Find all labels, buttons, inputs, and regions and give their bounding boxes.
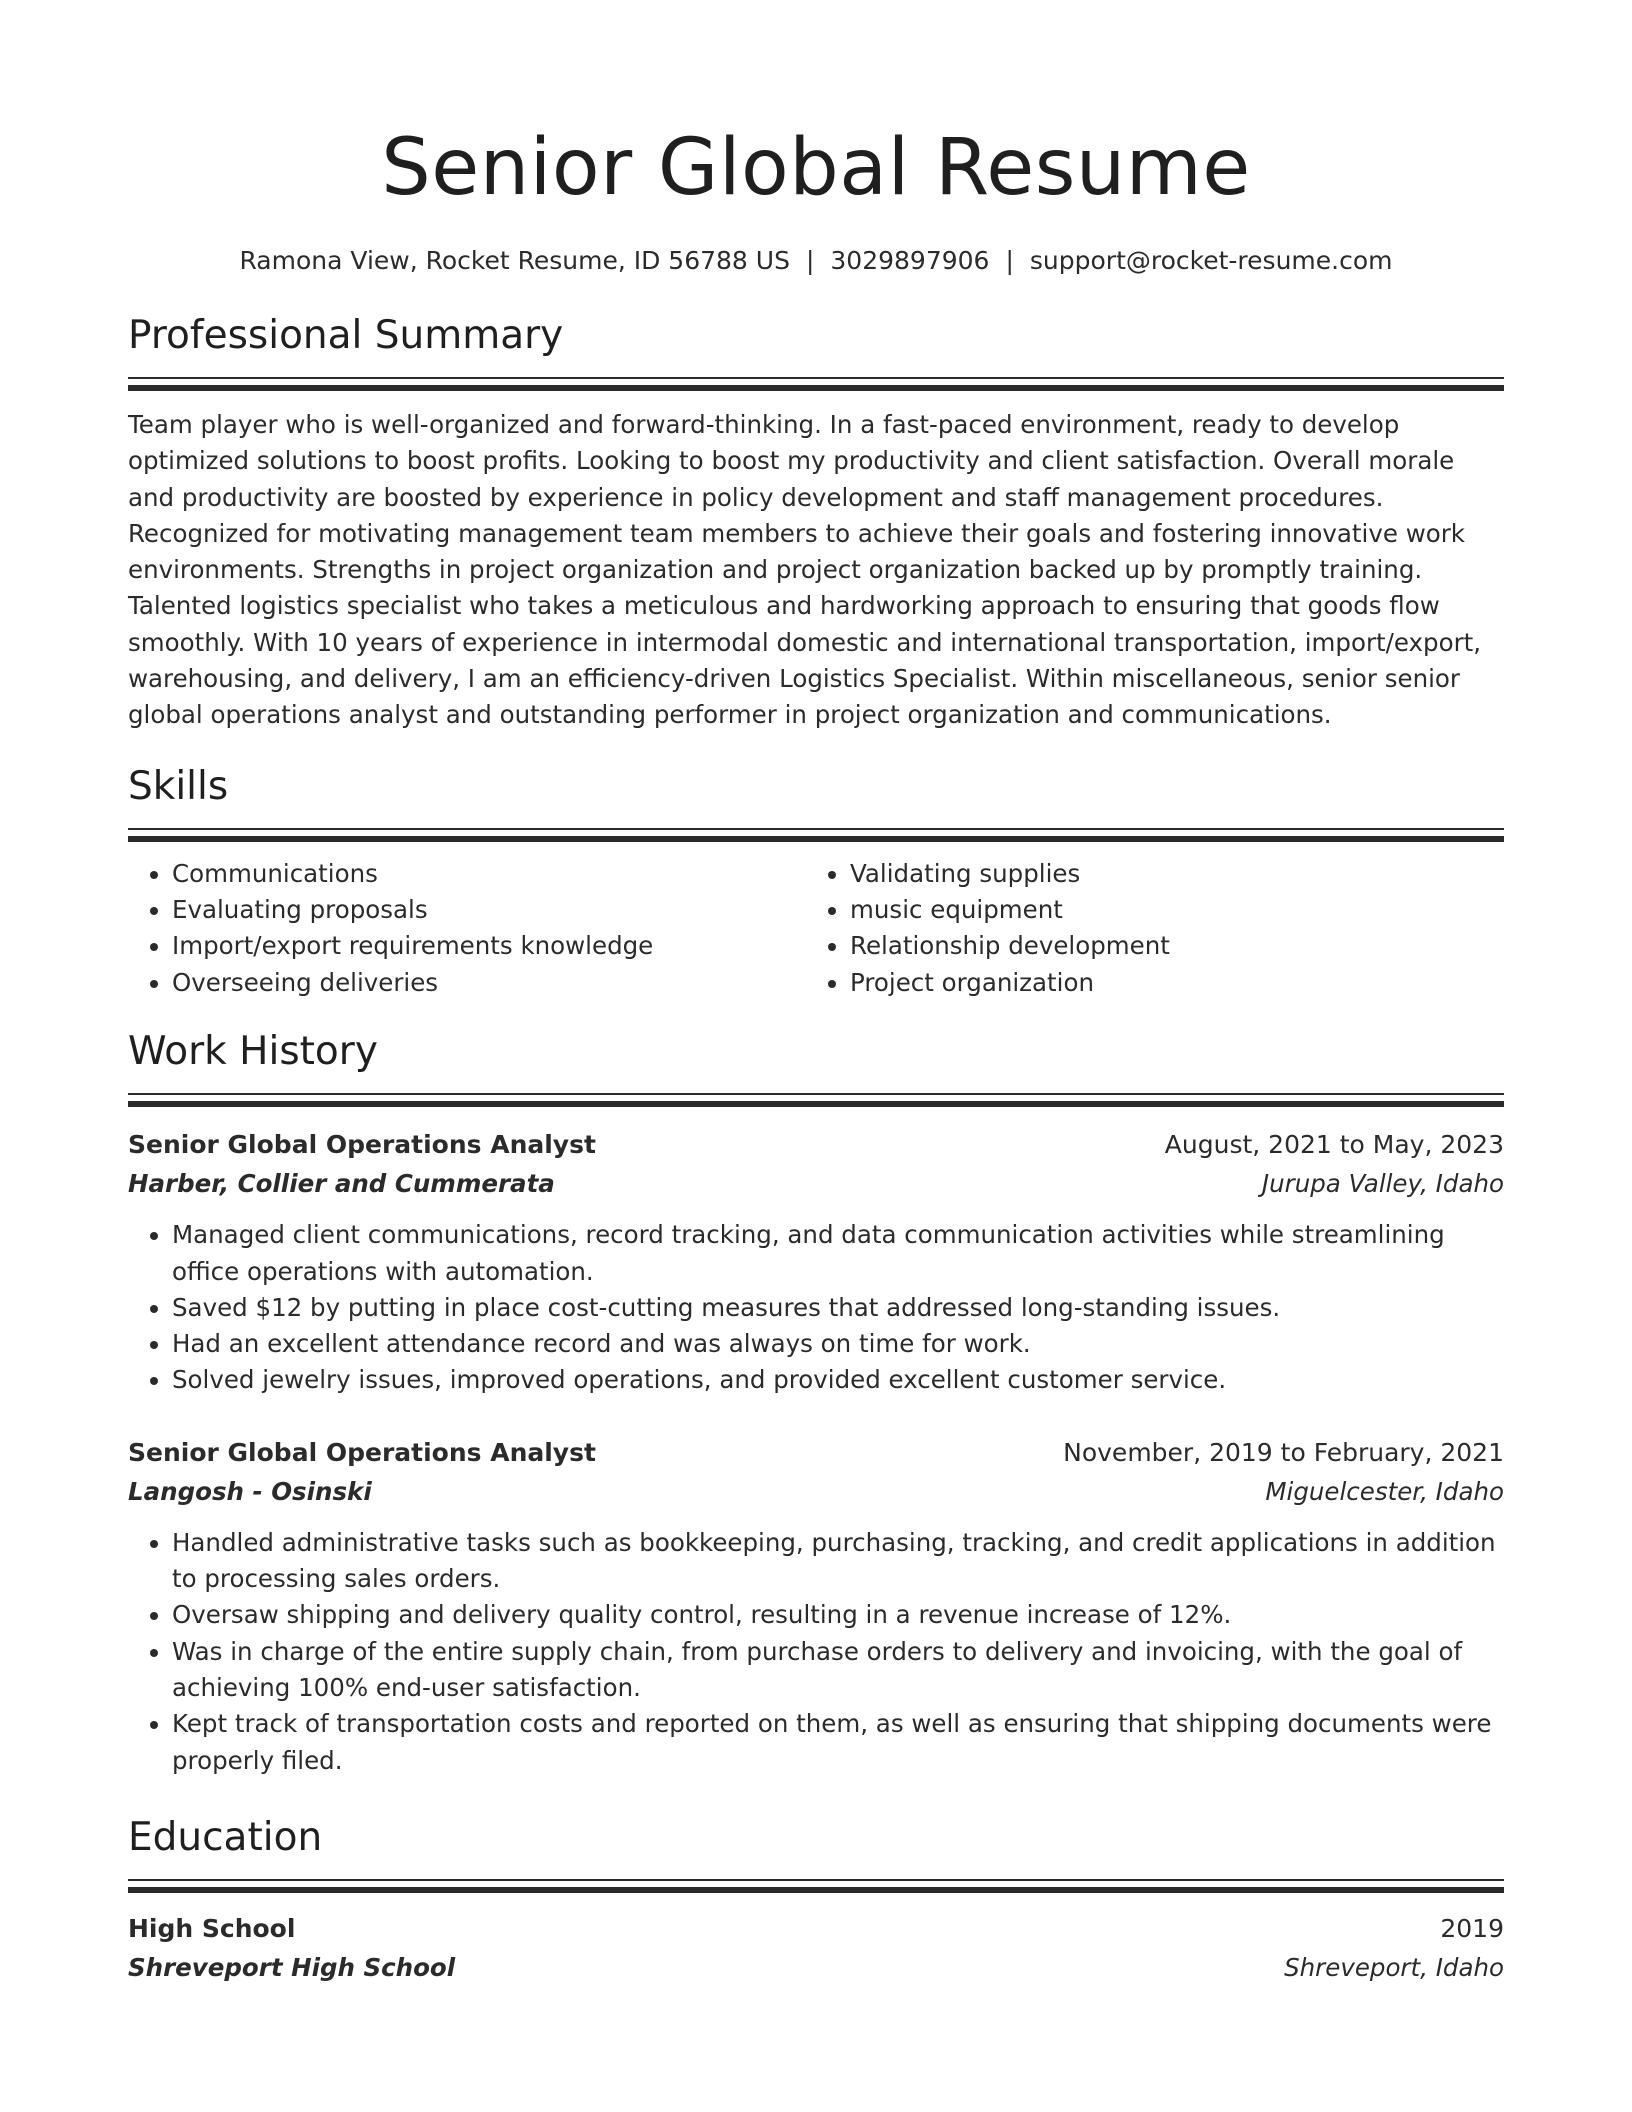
summary-section xyxy=(128,311,1504,734)
education-school: Shreveport High School xyxy=(128,1952,456,1982)
skills-column-right xyxy=(806,856,1504,1002)
contact-separator: | xyxy=(805,246,815,275)
job-dates: November, 2019 to February, 2021 xyxy=(1063,1437,1504,1467)
job-location: Miguelcester, Idaho xyxy=(1265,1476,1504,1506)
job-company: Langosh - Osinski xyxy=(128,1476,372,1506)
education-location: Shreveport, Idaho xyxy=(1284,1952,1504,1982)
work-history-section xyxy=(128,1027,1504,1779)
job-bullet: • Had an excellent attendance record and was always on time for work. xyxy=(172,1326,1504,1362)
job-bullet: • Kept track of transportation costs and reported on them, as well as ensuring that shipping documents were properly filed. xyxy=(172,1706,1504,1779)
job-bullet: • Managed client communications, record tracking, and data communication activities while streamlining office operations with automation. xyxy=(172,1217,1504,1290)
resume-name: Senior Global Resume xyxy=(381,123,1251,213)
education-degree: High School xyxy=(128,1913,296,1943)
skill-item: • Relationship development xyxy=(850,928,1504,964)
education-year: 2019 xyxy=(1440,1913,1504,1943)
job-company: Harber, Collier and Cummerata xyxy=(128,1169,555,1199)
summary-heading: Professional Summary xyxy=(128,313,564,358)
skill-item: • Validating supplies xyxy=(850,856,1504,892)
skills-list xyxy=(128,856,1504,1002)
work-history-heading: Work History xyxy=(128,1029,378,1075)
job-bullet: • Saved $12 by putting in place cost-cutting measures that addressed long-standing issues. xyxy=(172,1290,1504,1326)
contact-line xyxy=(128,244,1504,278)
skill-item: • Import/export requirements knowledge xyxy=(172,928,806,964)
job-location: Jurupa Valley, Idaho xyxy=(1261,1169,1504,1199)
skill-item: • music equipment xyxy=(850,892,1504,928)
contact-phone: 3029897906 xyxy=(830,246,990,275)
section-divider xyxy=(128,377,1504,391)
section-divider xyxy=(128,1093,1504,1107)
job-bullet: • Solved jewelry issues, improved operations, and provided excellent customer service. xyxy=(172,1362,1504,1398)
job-bullet: • Was in charge of the entire supply chain, from purchase orders to delivery and invoicing, with the goal of achieving 100% end-user satisfaction. xyxy=(172,1634,1504,1707)
skill-item: • Overseeing deliveries xyxy=(172,965,806,1001)
contact-email: support@rocket-resume.com xyxy=(1029,246,1393,275)
skill-item: • Project organization xyxy=(850,965,1504,1001)
job-entry xyxy=(128,1125,1504,1398)
skill-item: • Evaluating proposals xyxy=(172,892,806,928)
skills-column-left xyxy=(128,856,806,1002)
contact-address: Ramona View, Rocket Resume, ID 56788 US xyxy=(239,246,790,275)
contact-separator: | xyxy=(1005,246,1014,275)
job-entry xyxy=(128,1433,1504,1779)
skills-section xyxy=(128,762,1504,1002)
skills-heading: Skills xyxy=(128,763,229,809)
job-title: Senior Global Operations Analyst xyxy=(128,1437,596,1467)
job-bullets xyxy=(128,1217,1504,1398)
job-title: Senior Global Operations Analyst xyxy=(128,1130,596,1160)
section-divider xyxy=(128,1879,1504,1893)
education-section xyxy=(128,1813,1504,1987)
job-dates: August, 2021 to May, 2023 xyxy=(1164,1130,1504,1160)
job-bullet: • Oversaw shipping and delivery quality control, resulting in a revenue increase of 12%. xyxy=(172,1597,1504,1633)
job-bullet: • Handled administrative tasks such as bookkeeping, purchasing, tracking, and credit applications in addition to processing sales orders. xyxy=(172,1525,1504,1598)
section-divider xyxy=(128,828,1504,842)
education-heading: Education xyxy=(128,1814,323,1860)
summary-text: Team player who is well-organized and forward-thinking. In a fast-paced environment, ready to develop optimized solutions to boost profits. Looking to boost my productivity and client satisfaction. Overall morale and productivity are boosted by experience in policy development and staff management procedures. Recognized for motivating management team members to achieve their goals and fostering innovative work environments. Strengths in project organization and project organization backed up by promptly training. Talented logistics specialist who takes a meticulous and hardworking approach to ensuring that goods flow smoothly. With 10 years of experience in intermodal domestic and international transportation, import/export, warehousing, and delivery, I am an efficiency-driven Logistics Specialist. Within miscellaneous, senior senior global operations analyst and outstanding performer in project organization and communications. xyxy=(128,410,1482,730)
education-entry xyxy=(128,1909,1504,1987)
skill-item: • Communications xyxy=(172,856,806,892)
job-bullets xyxy=(128,1525,1504,1779)
